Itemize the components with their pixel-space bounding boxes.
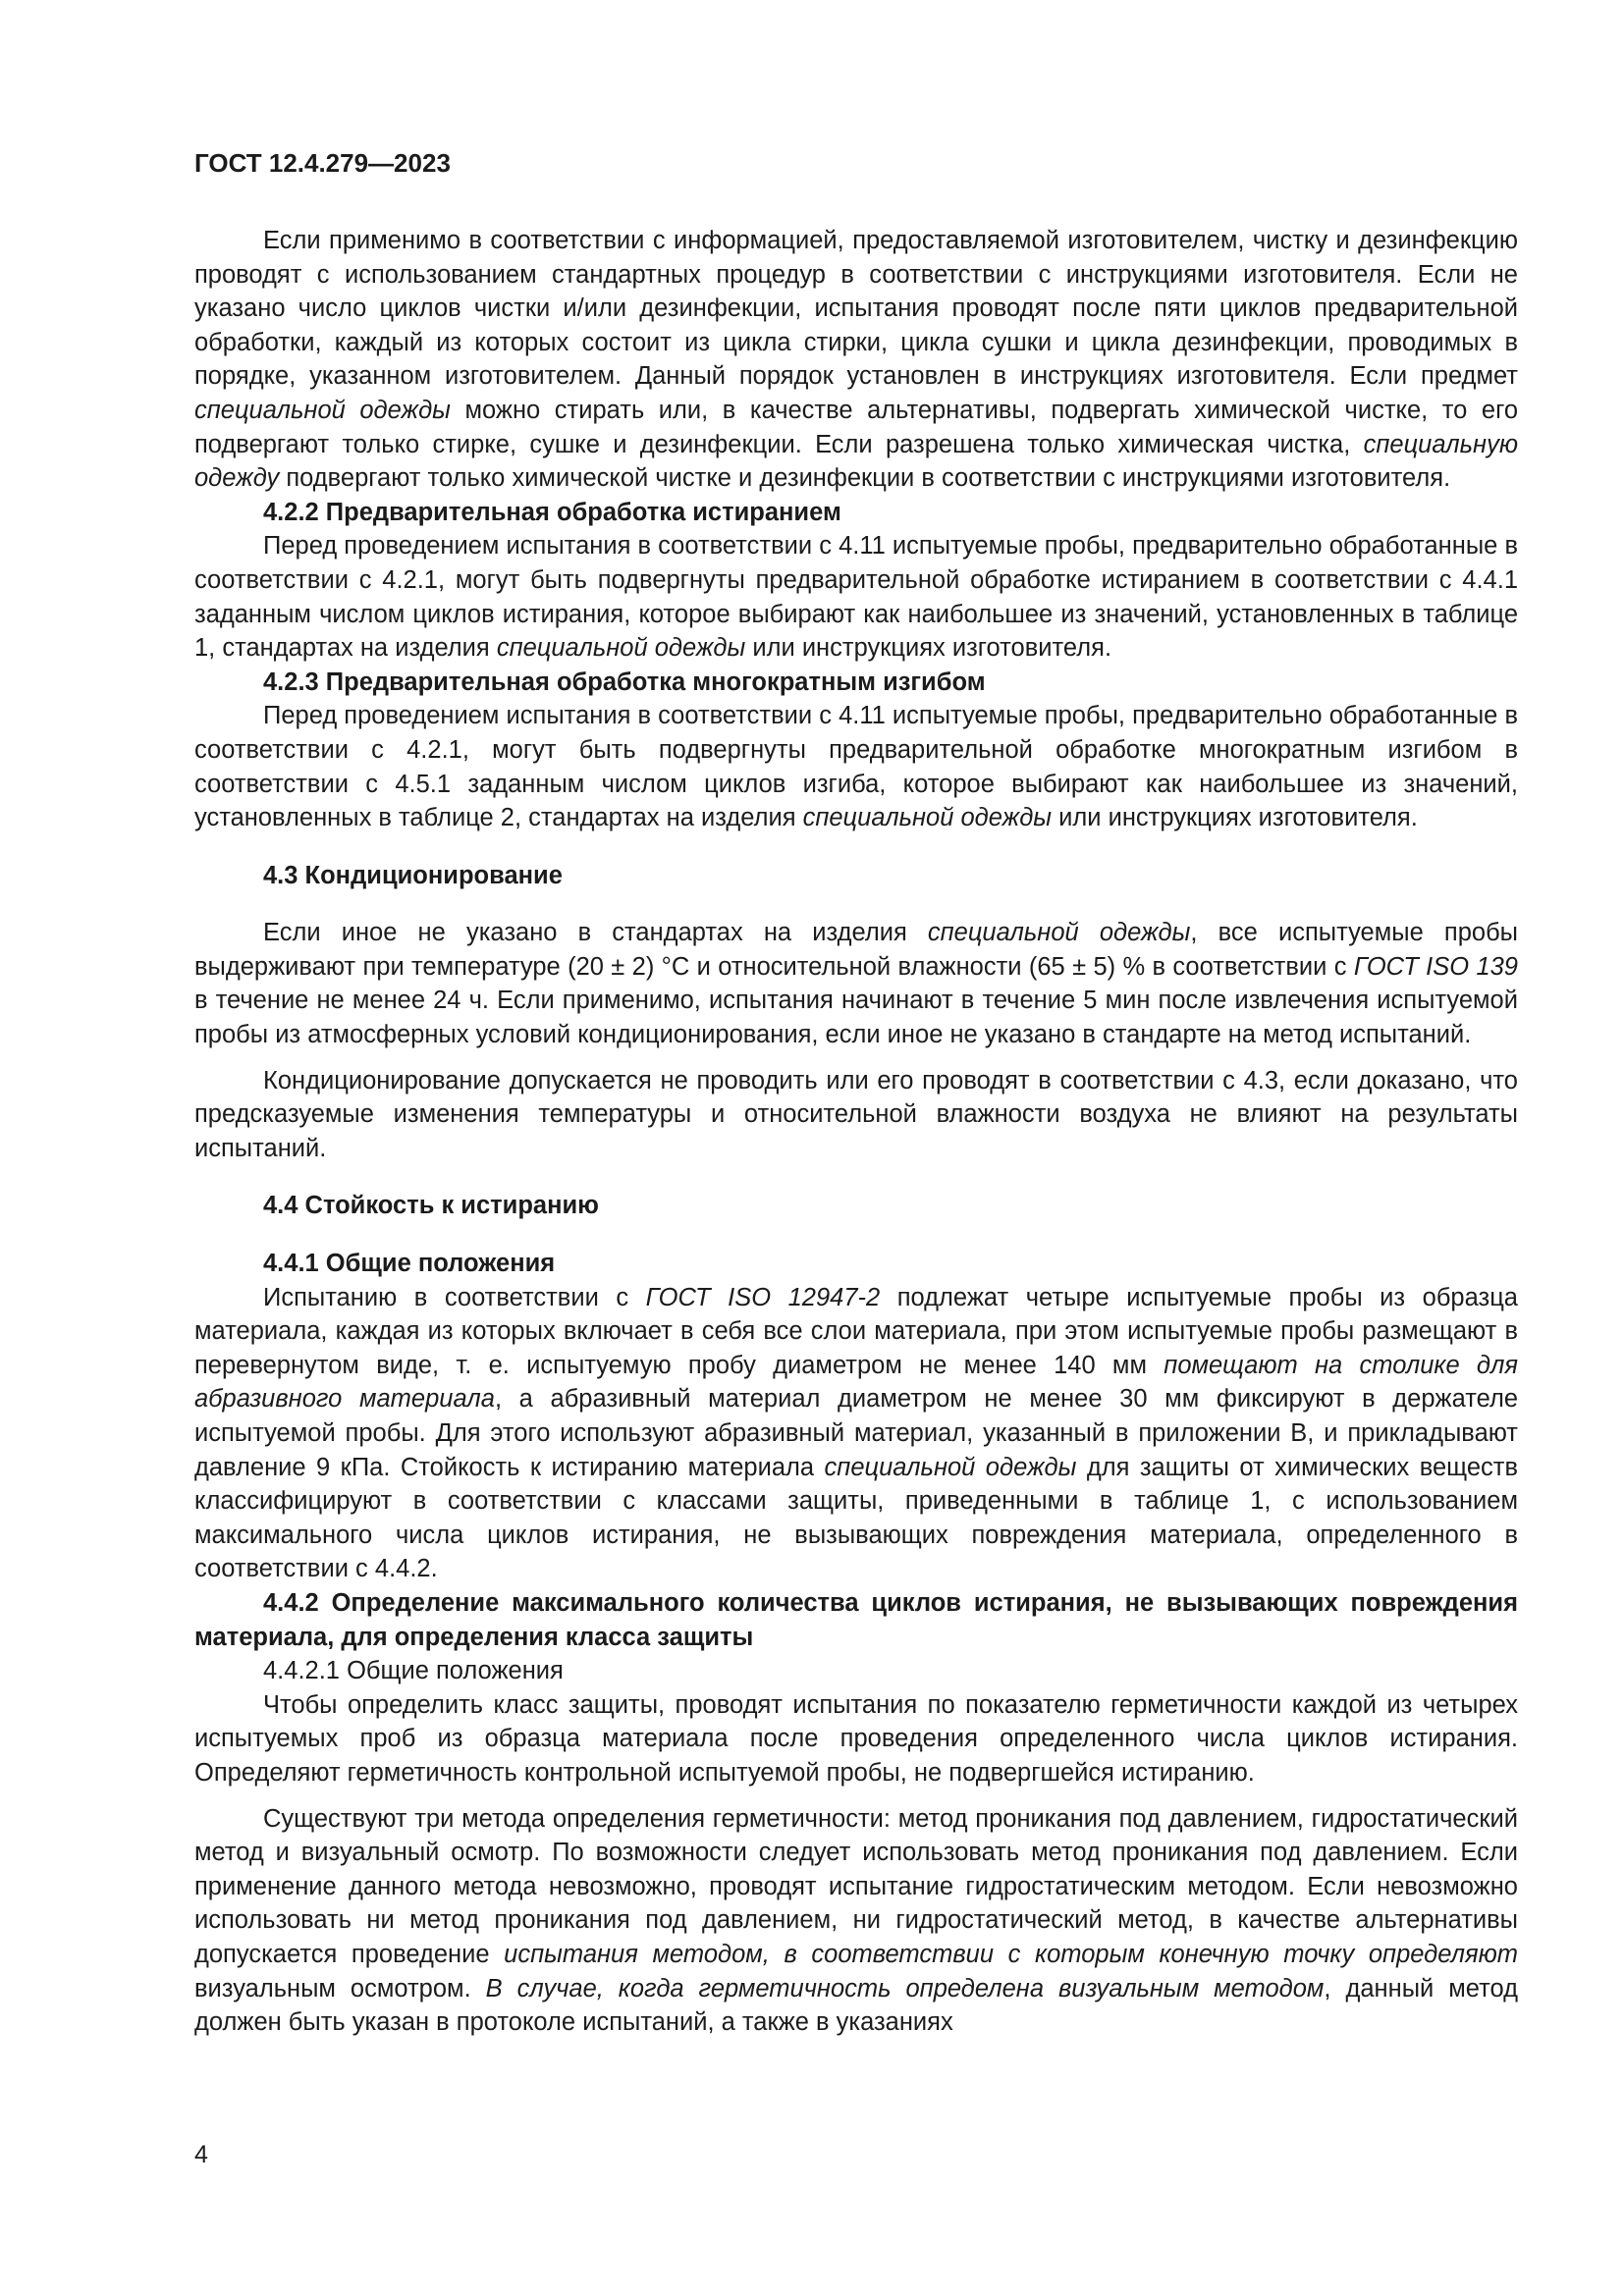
italic-term: ГОСТ ISO 139 — [1353, 952, 1518, 981]
heading-4-2-3: 4.2.3 Предварительная обработка многократным изгибом — [263, 667, 986, 696]
text-run: в течение не менее 24 ч. Если применимо, испытания начинают в течение 5 мин после извлечения испытуемой пробы из атмосферных условий кондиционирования, если иное не указано в стандарте на метод испытаний. — [194, 987, 1518, 1049]
text-run: Если применимо в соответствии с информацией, предоставляемой изготовителем, чистку и дезинфекцию проводят с использованием стандартных процедур в соответствии с инструкциями изготовителя. Если не указано число циклов чистки и/или дезинфекции, испытания проводят после пяти циклов предварительной обработки, каждый из которых состоит из цикла стирки, цикла сушки и цикла дезинфекции, проводимых в порядке, указанном изготовителем. Данный порядок установлен в инструкциях изготовителя. Если предмет — [194, 227, 1518, 391]
document-header: ГОСТ 12.4.279—2023 — [194, 148, 451, 178]
heading-4-3: 4.3 Кондиционирование — [263, 861, 563, 889]
heading-4-2-2: 4.2.2 Предварительная обработка истиранием — [263, 498, 841, 526]
italic-term: ГОСТ ISO 12947-2 — [645, 1283, 881, 1311]
italic-term: В случае, когда герметичность определена визуальным методом — [485, 1974, 1325, 2002]
text-run: Испытанию в соответствии с — [263, 1283, 646, 1311]
text-run: или инструкциях изготовителя. — [745, 634, 1112, 663]
paragraph-conditioning-exception — [194, 1064, 1518, 1166]
italic-term: специальной одежды — [927, 919, 1191, 947]
text-run: можно стирать или, в качестве альтернативы, подвергать химической чистке, то его подвергают только стирке, сушке и дезинфекции. Если разрешена только химическая чистка, — [194, 396, 1518, 458]
paragraph-cleaning — [194, 224, 1518, 496]
text-run: Перед проведением испытания в соответствии с 4.11 испытуемые пробы, предварительно обработанные в соответствии с 4.2.1, могут быть подвергнуты предварительной обработке многократным изгибом в соответствии с 4.5.1 заданным числом циклов изгиба, которое выбирают как наибольшее из значений, установленных в таблице 2, стандартах на изделия — [194, 702, 1518, 832]
italic-term: испытания методом, в соответствии с которым конечную точку определяют — [504, 1940, 1518, 1968]
italic-term: специальной одежды — [824, 1453, 1077, 1481]
heading-4-4-1: 4.4.1 Общие положения — [263, 1250, 556, 1278]
italic-term: специальную одежду — [194, 430, 1518, 493]
italic-term: специальной одежды — [194, 396, 451, 424]
paragraph-abrasion-test — [194, 1281, 1518, 1586]
paragraph-tightness-methods — [194, 1802, 1518, 2040]
text-run: , все испытуемые пробы выдерживают при температуре (20 ± 2) °С и относительной влажности (65 ± 5) % в соответствии с — [194, 919, 1518, 981]
text-run: для защиты от химических веществ классифицируют в соответствии с классами защиты, приведенными в таблице 1, с использованием максимального числа циклов истирания, не вызывающих повреждения материала, определенного в соответствии с 4.4.2. — [194, 1453, 1519, 1583]
paragraph-conditioning — [194, 916, 1518, 1051]
text-run: подлежат четыре испытуемые пробы из образца материала, каждая из которых включает в себя все слои материала, при этом испытуемые пробы размещают в перевернутом виде, т. е. испытуемую пробу диаметром не менее 140 мм — [194, 1283, 1518, 1379]
heading-4-4: 4.4 Стойкость к истиранию — [263, 1192, 599, 1220]
text-run: Существуют три метода определения герметичности: метод проникания под давлением, гидростатический метод и визуальный осмотр. По возможности следует использовать метод проникания под давлением. Если применение данного метода невозможно, проводят испытание гидростатическим методом. Если невозможно использовать ни метод проникания под давлением, ни гидростатический метод, в качестве альтернативы допускается проведение — [194, 1804, 1518, 1968]
text-run: , данный метод должен быть указан в протоколе испытаний, а также в указаниях — [194, 1974, 1518, 2037]
heading-4-4-2-1: 4.4.2.1 Общие положения — [263, 1657, 564, 1685]
italic-term: помещают на столике для абразивного материала — [194, 1351, 1518, 1414]
text-run: , а абразивный материал диаметром не менее 30 мм фиксируют в держателе испытуемой пробы. Для этого используют абразивный материал, указанный в приложении В, и прикладывают давление 9 кПа. Стойкость к истиранию материала — [194, 1385, 1519, 1481]
page-number: 4 — [194, 2141, 208, 2168]
text-run: подвергают только химической чистке и дезинфекции в соответствии с инструкциями изготовителя. — [279, 464, 1451, 493]
paragraph-flex-pretreatment — [194, 699, 1518, 834]
document-page — [194, 145, 1518, 2040]
text-run: Чтобы определить класс защиты, проводят испытания по показателю герметичности каждой из четырех испытуемых проб из образца материала после проведения определенного числа циклов истирания. Определяют герметичность контрольной испытуемой пробы, не подвергшейся истиранию. — [194, 1690, 1518, 1787]
paragraph-protection-class — [194, 1688, 1518, 1790]
italic-term: специальной одежды — [802, 804, 1053, 832]
text-run: Если иное не указано в стандартах на изделия — [263, 919, 928, 947]
text-run: Кондиционирование допускается не проводить или его проводят в соответствии с 4.3, если доказано, что предсказуемые изменения температуры и относительной влажности воздуха не влияют на результаты испытаний. — [194, 1066, 1518, 1162]
italic-term: специальной одежды — [496, 634, 746, 663]
text-run: Перед проведением испытания в соответствии с 4.11 испытуемые пробы, предварительно обработанные в соответствии с 4.2.1, могут быть подвергнуты предварительной обработке истиранием в соответствии с 4.4.1 заданным числом циклов истирания, которое выбирают как наибольшее из значений, установленных в таблице 1, стандартах на изделия — [194, 532, 1518, 663]
heading-4-4-2: 4.4.2 Определение максимального количества циклов истирания, не вызывающих повреждения материала, для определения класса защиты — [194, 1588, 1518, 1651]
text-run: визуальным осмотром. — [194, 1974, 486, 2002]
paragraph-abrasion-pretreatment — [194, 529, 1518, 665]
text-run: или инструкциях изготовителя. — [1052, 804, 1418, 832]
